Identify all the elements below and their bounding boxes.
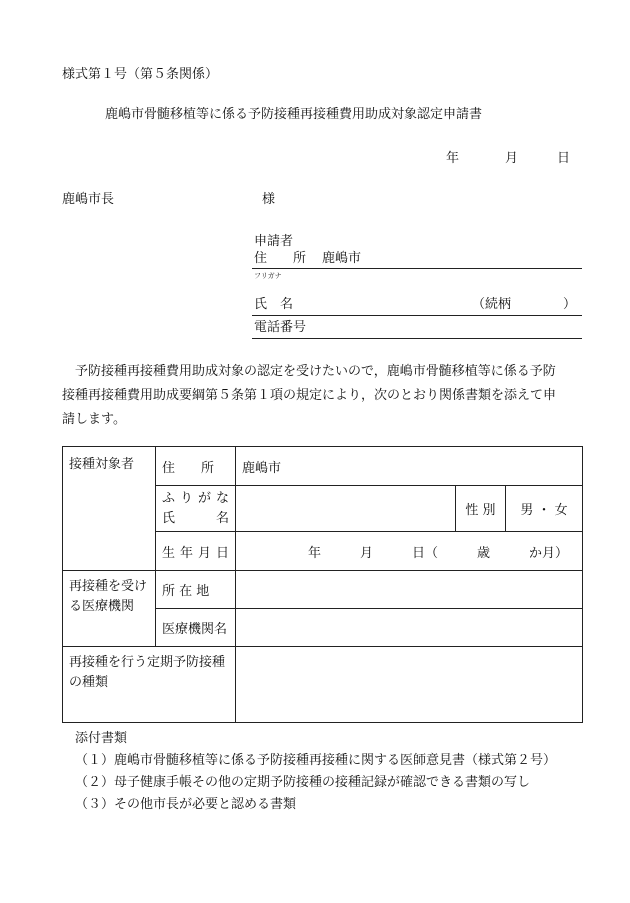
furigana-label: ふりがな: [162, 490, 229, 506]
subject-heading: 接種対象者: [69, 457, 135, 472]
vaccine-heading: 再接種を行う定期予防接種の種類: [69, 655, 226, 690]
date-year: 年: [446, 151, 460, 166]
paragraph-line: 予防接種再接種費用助成対象の認定を受けたいので，鹿嶋市骨髄移植等に係る予防: [62, 364, 556, 379]
attachment-item: （２）母子健康手帳その他の定期予防接種の接種記録が確認できる書類の写し: [75, 775, 531, 790]
paragraph-line: 接種再接種費用助成要綱第５条第１項の規定により，次のとおり関係書類を添えて申: [62, 388, 557, 403]
attachment-item: （１）鹿嶋市骨髄移植等に係る予防接種再接種に関する医師意見書（様式第２号）: [75, 753, 557, 768]
applicant-relation: （続柄 ）: [472, 297, 577, 312]
birth-value: 年 月 日（ 歳 か月）: [308, 545, 569, 561]
name-label: 氏 名: [162, 510, 229, 526]
institution-heading-cell: [63, 571, 156, 647]
vaccine-heading-cell: [63, 647, 236, 723]
address-label-cell: [156, 447, 236, 486]
address-label: 住 所: [162, 460, 215, 476]
address-value: 鹿嶋市: [242, 460, 282, 476]
birth-label: 生年月日: [162, 545, 229, 561]
institution-name-label: 医療機関名: [162, 622, 228, 637]
sex-options-cell: [506, 486, 583, 532]
institution-name-label-cell: [156, 609, 236, 647]
birth-value-cell: [236, 532, 583, 571]
applicant-name-underline: [252, 315, 582, 316]
institution-heading: 再接種を受ける医療機関: [69, 579, 148, 614]
address-value-cell: [236, 447, 583, 486]
applicant-furigana-label: フリガナ: [254, 272, 282, 280]
paragraph-line: 請します。: [62, 412, 126, 427]
subject-table: [62, 446, 583, 723]
sex-label-cell: [456, 486, 506, 532]
subject-heading-cell: [63, 447, 156, 571]
applicant-phone-underline: [252, 338, 582, 339]
addressee-honorific: 様: [262, 192, 276, 207]
document-title: 鹿嶋市骨髄移植等に係る予防接種再接種費用助成対象認定申請書: [105, 107, 483, 122]
sex-label: 性 別: [465, 503, 496, 518]
addressee-name: 鹿嶋市長: [62, 192, 115, 207]
institution-name-value-cell: [236, 609, 583, 647]
applicant-phone-label: 電話番号: [254, 320, 307, 335]
applicant-name-label: 氏 名: [254, 297, 294, 312]
name-label-cell: [156, 486, 236, 532]
sex-options: 男 ・ 女: [520, 503, 568, 518]
applicant-address-value: 鹿嶋市: [322, 251, 362, 266]
date-day: 日: [557, 151, 571, 166]
date-month: 月: [505, 151, 519, 166]
request-paragraph: [62, 360, 582, 432]
applicant-address-underline: [252, 268, 582, 269]
attachment-item: （３）その他市長が必要と認める書類: [75, 797, 297, 812]
applicant-address-label: 住 所: [254, 251, 307, 266]
vaccine-value-cell: [236, 647, 583, 723]
location-label-cell: [156, 571, 236, 609]
location-label: 所 在 地: [162, 584, 210, 599]
birth-label-cell: [156, 532, 236, 571]
applicant-heading: 申請者: [254, 234, 294, 249]
attachments-heading: 添付書類: [75, 731, 128, 746]
location-value-cell: [236, 571, 583, 609]
name-value-cell: [236, 486, 456, 532]
form-number: 様式第１号（第５条関係）: [62, 67, 219, 82]
